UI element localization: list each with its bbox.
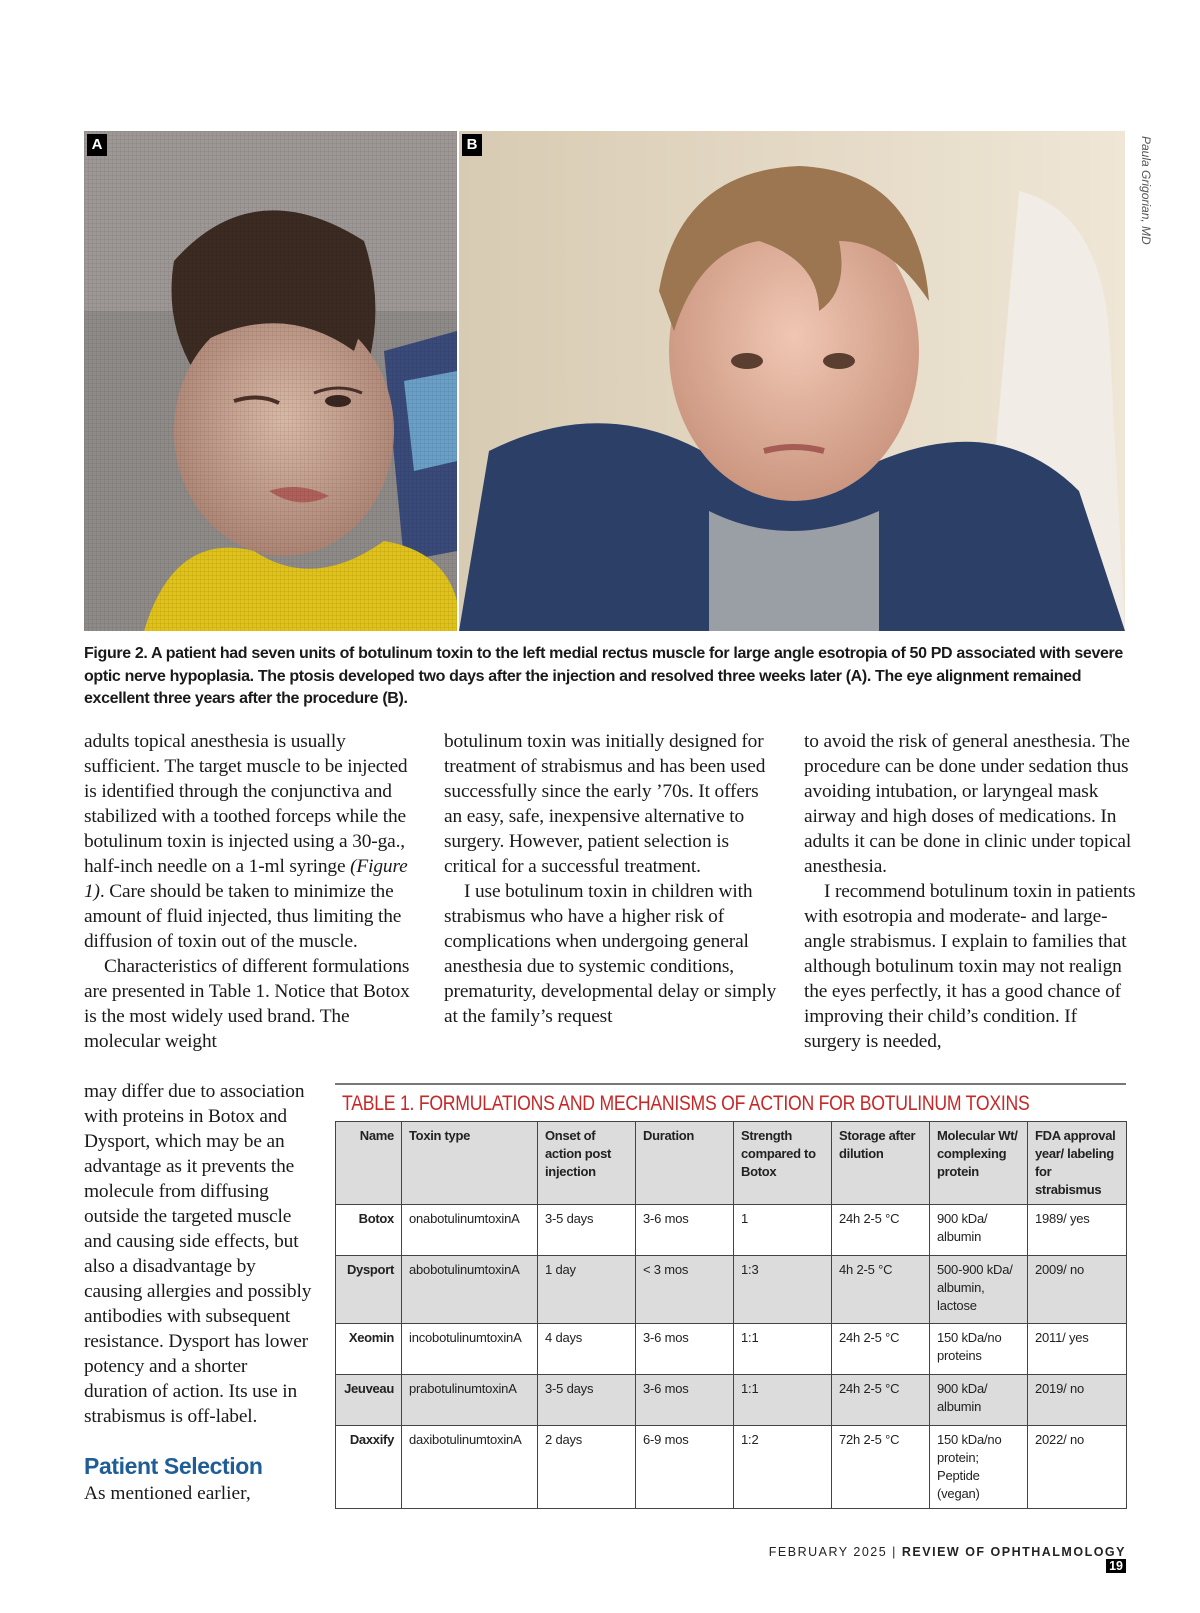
table-cell: 24h 2-5 °C [832, 1205, 930, 1256]
table-cell: 24h 2-5 °C [832, 1375, 930, 1426]
toxin-table [335, 1121, 1127, 1509]
table-cell: 3-6 mos [636, 1205, 734, 1256]
table-header-row [336, 1122, 1127, 1205]
paragraph: Characteristics of different formulations are presented in Table 1. Notice that Botox is the most widely used brand. The molecular weight [84, 956, 410, 1052]
section-heading: Patient Selection [84, 1453, 263, 1479]
table-cell: 2011/ yes [1028, 1324, 1127, 1375]
figure-caption: Figure 2. A patient had seven units of botulinum toxin to the left medial rectus muscle for large angle esotropia of 50 PD associated with severe optic nerve hypoplasia. The ptosis developed two days after the injection and resolved three weeks later (A). The eye alignment remained excellent three years after the procedure (B). [84, 645, 1123, 707]
table-cell: onabotulinumtoxinA [402, 1205, 538, 1256]
column-header: Strength compared to Botox [734, 1122, 832, 1205]
paragraph: may differ due to association with proteins in Botox and Dysport, which may be an advantage as it prevents the molecule from diffusing outside the targeted muscle and causing side effects, but also a disadvantage by causing allergies and possibly antibodies with subsequent resistance. Dysport has lower potency and a shorter duration of action. Its use in strabismus is off-label. [84, 1081, 312, 1427]
table-cell: Xeomin [336, 1324, 402, 1375]
text-run: . Care should be taken to minimize the amount of fluid injected, thus limiting the diffusion of toxin out of the muscle. [84, 881, 402, 952]
table-cell: 6-9 mos [636, 1426, 734, 1509]
table-cell: 4 days [538, 1324, 636, 1375]
table-cell: 1 day [538, 1256, 636, 1324]
paragraph [84, 729, 416, 954]
table-cell: 3-6 mos [636, 1324, 734, 1375]
paragraph: I recommend botulinum toxin in patients with esotropia and moderate- and large-angle strabismus. I explain to families that although botulinum toxin may not realign the eyes perfectly, it has a good chance of improving their child’s condition. If surgery is needed, [804, 881, 1136, 1052]
body-column-1-continued [84, 1079, 314, 1429]
issue-date: FEBRUARY 2025 [768, 1545, 888, 1559]
figure-photo-b [459, 131, 1125, 631]
table-cell: daxibotulinumtoxinA [402, 1426, 538, 1509]
table-cell: 150 kDa/no proteins [930, 1324, 1028, 1375]
photo-a-image [84, 131, 457, 631]
column-header: Storage after dilution [832, 1122, 930, 1205]
table-row [336, 1256, 1127, 1324]
table-cell: < 3 mos [636, 1256, 734, 1324]
publication-name: REVIEW OF OPHTHALMOLOGY [901, 1545, 1126, 1559]
column-header: Onset of action post injection [538, 1122, 636, 1205]
table-cell: abobotulinumtoxinA [402, 1256, 538, 1324]
table-cell: 1:1 [734, 1375, 832, 1426]
table-row [336, 1205, 1127, 1256]
table-cell: 3-5 days [538, 1375, 636, 1426]
table-cell: 2 days [538, 1426, 636, 1509]
table-cell: 150 kDa/no protein; Peptide (vegan) [930, 1426, 1028, 1509]
paragraph: I use botulinum toxin in children with strabismus who have a higher risk of complications when undergoing general anesthesia due to systemic conditions, prematurity, developmental delay or simply at the family’s request [444, 881, 777, 1027]
table-cell: 2019/ no [1028, 1375, 1127, 1426]
paragraph: to avoid the risk of general anesthesia. The procedure can be done under sedation thus avoiding intubation, or laryngeal mask airway and high doses of medications. In adults it can be done in clinic under topical anesthesia. [804, 731, 1132, 877]
table-cell: Botox [336, 1205, 402, 1256]
column-header: Toxin type [402, 1122, 538, 1205]
table-cell: Jeuveau [336, 1375, 402, 1426]
table-cell: 24h 2-5 °C [832, 1324, 930, 1375]
figure-reference: (Figure 1) [84, 856, 408, 902]
table-cell: Daxxify [336, 1426, 402, 1509]
page-number: 19 [1106, 1559, 1126, 1573]
column-header: FDA approval year/ labeling for strabismus [1028, 1122, 1127, 1205]
body-column-1 [84, 729, 416, 1054]
body-column-2 [444, 729, 778, 1029]
table-top-rule [335, 1083, 1126, 1085]
table-cell: 500-900 kDa/ albumin, lactose [930, 1256, 1028, 1324]
table-cell: Dysport [336, 1256, 402, 1324]
table-row [336, 1324, 1127, 1375]
table-cell: 1 [734, 1205, 832, 1256]
figure-photo-a [84, 131, 457, 631]
paragraph: botulinum toxin was initially designed for treatment of strabismus and has been used successfully since the early ’70s. It offers an easy, safe, inexpensive alternative to surgery. However, patient selection is critical for a successful treatment. [444, 731, 766, 877]
table-row [336, 1426, 1127, 1509]
table-title: TABLE 1. FORMULATIONS AND MECHANISMS OF ACTION FOR BOTULINUM TOXINS [342, 1092, 1030, 1115]
table-cell: 1:1 [734, 1324, 832, 1375]
table-cell: 2022/ no [1028, 1426, 1127, 1509]
panel-label-a: A [87, 134, 107, 156]
table-cell: prabotulinumtoxinA [402, 1375, 538, 1426]
table-cell: 3-6 mos [636, 1375, 734, 1426]
page-footer [760, 1545, 1126, 1573]
column-header: Name [336, 1122, 402, 1205]
footer-separator: | [892, 1545, 897, 1559]
paragraph: As mentioned earlier, [84, 1483, 251, 1504]
body-column-3 [804, 729, 1136, 1054]
table-cell: 1:3 [734, 1256, 832, 1324]
column-header: Molecular Wt/ complexing protein [930, 1122, 1028, 1205]
table-cell: 1989/ yes [1028, 1205, 1127, 1256]
photo-b-image [459, 131, 1125, 631]
table-cell: 900 kDa/ albumin [930, 1375, 1028, 1426]
photo-credit: Paula Grigorian, MD [1139, 136, 1153, 245]
panel-label-b: B [462, 134, 482, 156]
column-header: Duration [636, 1122, 734, 1205]
table-cell: 2009/ no [1028, 1256, 1127, 1324]
table-cell: 72h 2-5 °C [832, 1426, 930, 1509]
table-cell: incobotulinumtoxinA [402, 1324, 538, 1375]
table-cell: 3-5 days [538, 1205, 636, 1256]
text-run: adults topical anesthesia is usually sufficient. The target muscle to be injected is identified through the conjunctiva and stabilized with a toothed forceps while the botulinum toxin is injected using a 30-ga., half-inch needle on a 1-ml syringe [84, 731, 408, 877]
table-cell: 900 kDa/ albumin [930, 1205, 1028, 1256]
table-cell: 4h 2-5 °C [832, 1256, 930, 1324]
table-cell: 1:2 [734, 1426, 832, 1509]
table-row [336, 1375, 1127, 1426]
